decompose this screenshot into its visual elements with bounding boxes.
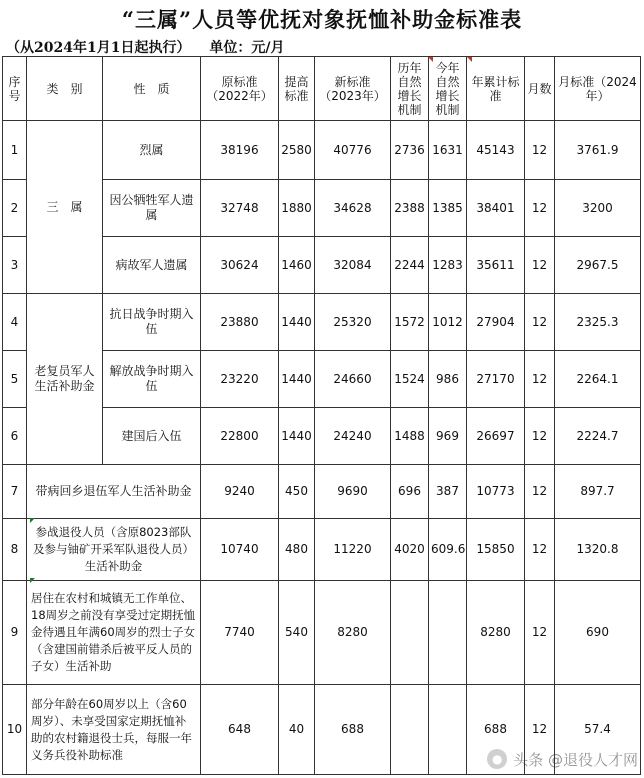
raise-cell: 40 [279, 685, 315, 775]
table-row [3, 294, 641, 351]
annual-cell: 688 [467, 685, 525, 775]
new-cell: 24660 [315, 351, 391, 408]
new-cell: 40776 [315, 121, 391, 180]
hist-cell: 1572 [391, 294, 429, 351]
raise-cell: 1440 [279, 294, 315, 351]
monthly-cell: 2224.7 [555, 408, 641, 465]
col-hist: 历年自然增长机制 [391, 57, 429, 121]
nature-cell: 烈属 [103, 121, 201, 180]
nature-cell: 部分年龄在60周岁以上（含60周岁）、未享受国家定期抚恤补助的农村籍退役士兵，每服一年义务兵役补助标准 [27, 685, 201, 775]
raise-cell: 2580 [279, 121, 315, 180]
new-cell: 25320 [315, 294, 391, 351]
orig-cell: 32748 [201, 180, 279, 237]
group-laofuyuan: 老复员军人生活补助金 [27, 294, 103, 465]
hist-cell: 1524 [391, 351, 429, 408]
this-year-cell: 1283 [429, 237, 467, 294]
new-cell: 24240 [315, 408, 391, 465]
hist-cell [391, 685, 429, 775]
raise-cell: 480 [279, 519, 315, 581]
nature-cell: 建国后入伍 [103, 408, 201, 465]
new-cell: 688 [315, 685, 391, 775]
annual-cell: 8280 [467, 581, 525, 685]
nature-cell: 因公牺牲军人遗属 [103, 180, 201, 237]
hist-cell: 4020 [391, 519, 429, 581]
monthly-cell: 2264.1 [555, 351, 641, 408]
seq-cell: 3 [3, 237, 27, 294]
orig-cell: 30624 [201, 237, 279, 294]
orig-cell: 38196 [201, 121, 279, 180]
orig-cell: 23880 [201, 294, 279, 351]
col-orig: 原标准（2022年） [201, 57, 279, 121]
monthly-cell: 3761.9 [555, 121, 641, 180]
months-cell: 12 [525, 294, 555, 351]
orig-cell: 22800 [201, 408, 279, 465]
new-cell: 9690 [315, 465, 391, 519]
this-year-cell: 1631 [429, 121, 467, 180]
col-monthly: 月标准（2024年） [555, 57, 641, 121]
seq-cell: 4 [3, 294, 27, 351]
annual-cell: 27904 [467, 294, 525, 351]
col-raise: 提高标准 [279, 57, 315, 121]
seq-cell: 2 [3, 180, 27, 237]
months-cell: 12 [525, 237, 555, 294]
col-annual: 年累计标准 [467, 57, 525, 121]
page-title: “三属”人员等优抚对象抚恤补助金标准表 [121, 7, 523, 32]
seq-cell: 1 [3, 121, 27, 180]
seq-cell: 10 [3, 685, 27, 775]
orig-cell: 9240 [201, 465, 279, 519]
header-row [3, 57, 641, 121]
monthly-cell: 57.4 [555, 685, 641, 775]
subtitle [6, 37, 284, 57]
raise-cell: 1440 [279, 408, 315, 465]
col-seq: 序号 [3, 57, 27, 121]
raise-cell: 450 [279, 465, 315, 519]
hist-cell: 1488 [391, 408, 429, 465]
wechat-logo-icon: ● [487, 749, 507, 769]
watermark [487, 746, 638, 772]
nature-cell: 带病回乡退伍军人生活补助金 [27, 465, 201, 519]
effective-date: （从2024年1月1日起执行） [6, 40, 191, 56]
col-this-year: 今年自然增长机制 [429, 57, 467, 121]
annual-cell: 45143 [467, 121, 525, 180]
new-cell: 8280 [315, 581, 391, 685]
unit-label: 单位：元/月 [209, 40, 285, 56]
seq-cell: 7 [3, 465, 27, 519]
hist-cell: 2736 [391, 121, 429, 180]
monthly-cell: 2967.5 [555, 237, 641, 294]
this-year-cell: 1385 [429, 180, 467, 237]
orig-cell: 7740 [201, 581, 279, 685]
monthly-cell: 1320.8 [555, 519, 641, 581]
monthly-cell: 690 [555, 581, 641, 685]
monthly-cell: 2325.3 [555, 294, 641, 351]
col-category: 类 别 [27, 57, 103, 121]
table-row [3, 519, 641, 581]
months-cell: 12 [525, 519, 555, 581]
this-year-cell [429, 581, 467, 685]
hist-cell: 696 [391, 465, 429, 519]
cell-comment-marker [428, 57, 433, 62]
nature-cell: 参战退役人员（含原8023部队及参与铀矿开采军队退役人员）生活补助金 [27, 519, 201, 581]
nature-cell: 抗日战争时期入伍 [103, 294, 201, 351]
monthly-cell: 897.7 [555, 465, 641, 519]
monthly-cell: 3200 [555, 180, 641, 237]
cell-comment-marker [467, 57, 472, 62]
months-cell: 12 [525, 685, 555, 775]
table-row [3, 121, 641, 180]
table-row [3, 581, 641, 685]
seq-cell: 9 [3, 581, 27, 685]
hist-cell: 2244 [391, 237, 429, 294]
watermark-text: 头条 @退役人才网 [513, 750, 638, 769]
this-year-cell: 387 [429, 465, 467, 519]
nature-cell: 解放战争时期入伍 [103, 351, 201, 408]
raise-cell: 1460 [279, 237, 315, 294]
nature-cell: 居住在农村和城镇无工作单位、18周岁之前没有享受过定期抚恤金待遇且年满60周岁的烈士子女（含建国前错杀后被平反人员的子女）生活补助 [27, 581, 201, 685]
annual-cell: 15850 [467, 519, 525, 581]
this-year-cell: 986 [429, 351, 467, 408]
this-year-cell: 1012 [429, 294, 467, 351]
orig-cell: 23220 [201, 351, 279, 408]
hist-cell: 2388 [391, 180, 429, 237]
orig-cell: 648 [201, 685, 279, 775]
hist-cell [391, 581, 429, 685]
col-new: 新标准（2023年） [315, 57, 391, 121]
months-cell: 12 [525, 180, 555, 237]
standards-table [2, 56, 641, 775]
new-cell: 11220 [315, 519, 391, 581]
annual-cell: 26697 [467, 408, 525, 465]
group-sanshu: 三 属 [27, 121, 103, 294]
seq-cell: 6 [3, 408, 27, 465]
new-cell: 32084 [315, 237, 391, 294]
months-cell: 12 [525, 408, 555, 465]
col-months: 月数 [525, 57, 555, 121]
this-year-cell: 609.6 [429, 519, 467, 581]
raise-cell: 1880 [279, 180, 315, 237]
annual-cell: 27170 [467, 351, 525, 408]
this-year-cell [429, 685, 467, 775]
annual-cell: 38401 [467, 180, 525, 237]
this-year-cell: 969 [429, 408, 467, 465]
table-row [3, 465, 641, 519]
col-nature: 性 质 [103, 57, 201, 121]
annual-cell: 35611 [467, 237, 525, 294]
months-cell: 12 [525, 465, 555, 519]
orig-cell: 10740 [201, 519, 279, 581]
raise-cell: 1440 [279, 351, 315, 408]
months-cell: 12 [525, 351, 555, 408]
cell-comment-marker [30, 578, 35, 583]
nature-cell: 病故军人遗属 [103, 237, 201, 294]
months-cell: 12 [525, 121, 555, 180]
months-cell: 12 [525, 581, 555, 685]
annual-cell: 10773 [467, 465, 525, 519]
seq-cell: 5 [3, 351, 27, 408]
cell-comment-marker [30, 518, 35, 523]
new-cell: 34628 [315, 180, 391, 237]
seq-cell: 8 [3, 519, 27, 581]
raise-cell: 540 [279, 581, 315, 685]
